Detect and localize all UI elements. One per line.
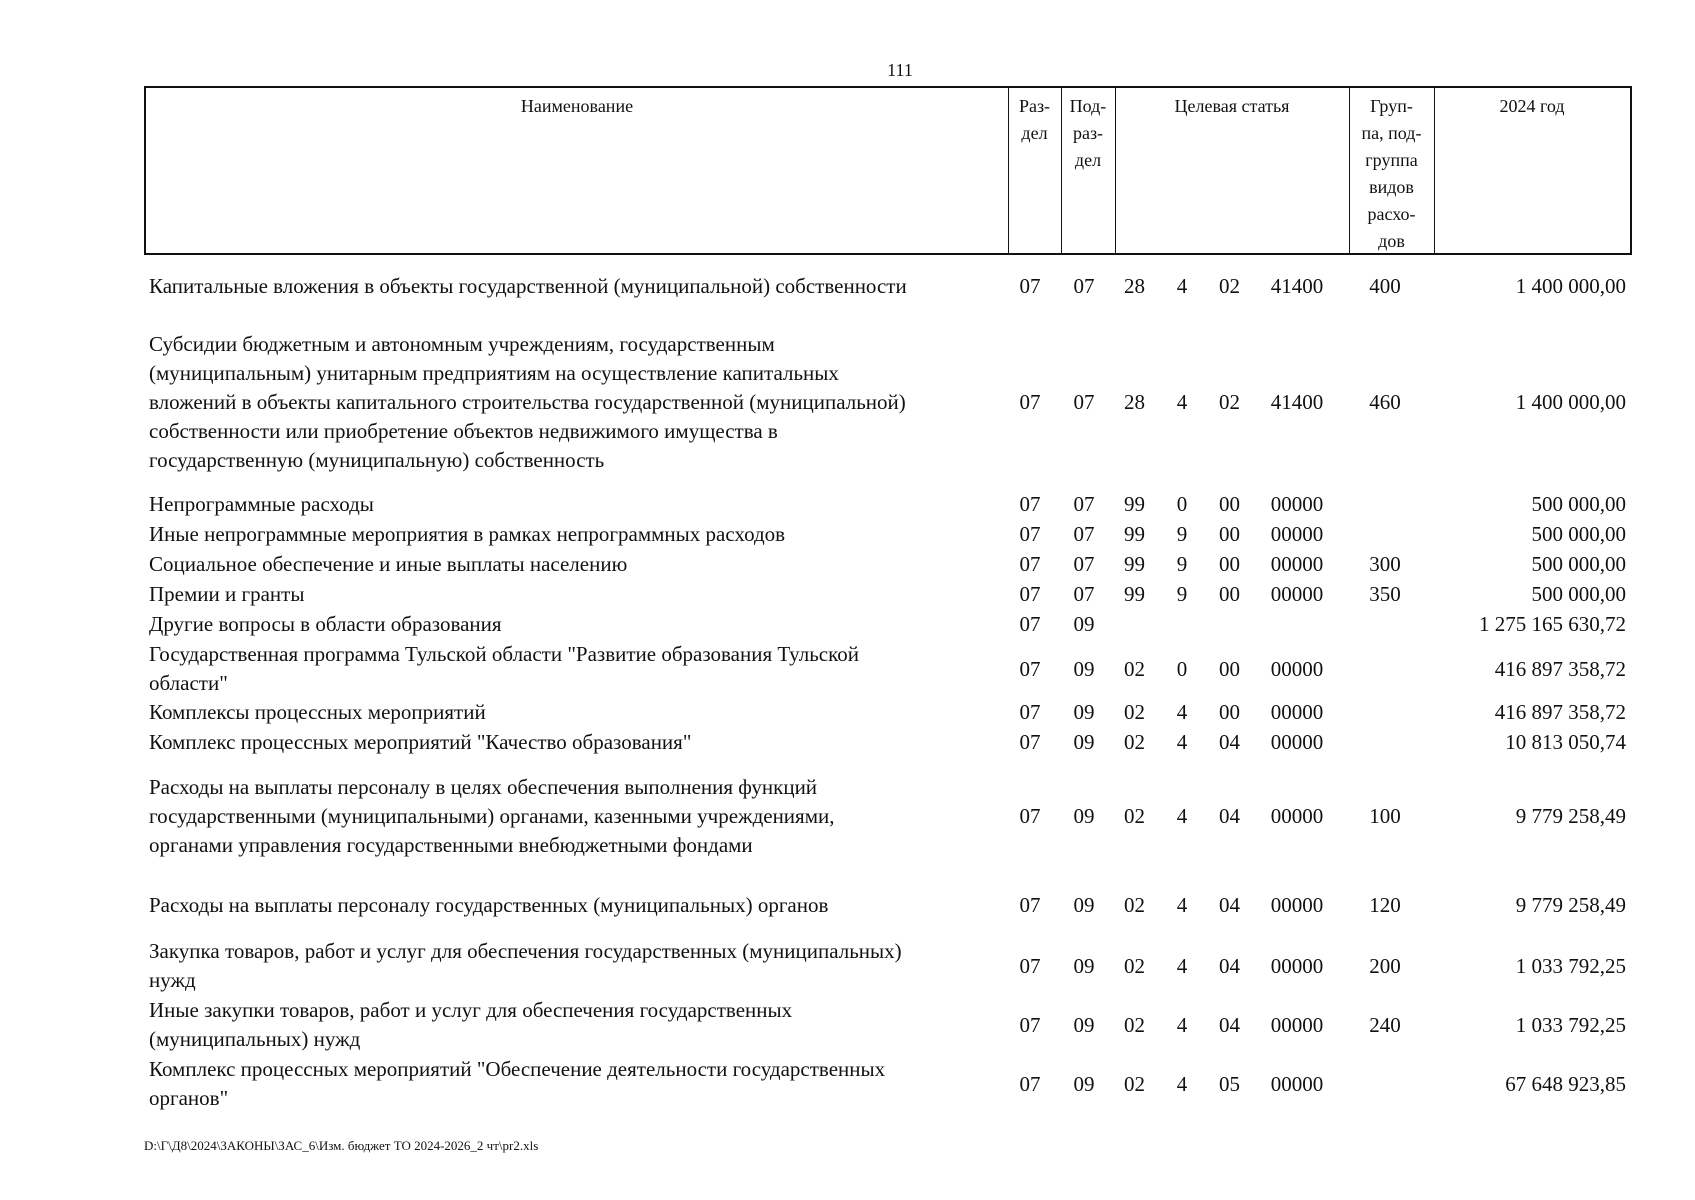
row-razdel: 07 [1019, 552, 1041, 576]
table-row [0, 610, 1695, 639]
table-row [0, 550, 1695, 579]
row-sum: 416 897 358,72 [1494, 700, 1626, 724]
header-group: Груп- па, под- группа видов расхо- дов [1361, 96, 1422, 251]
table-row [0, 773, 1695, 860]
row-podrazdel: 09 [1073, 1012, 1095, 1037]
row-sum: 1 400 000,00 [1515, 274, 1626, 298]
row-podrazdel: 09 [1073, 730, 1095, 754]
row-target-program: 02 [1124, 1071, 1145, 1096]
row-target-program: 02 [1124, 804, 1145, 828]
row-name: Социальное обеспечение и иные выплаты населению [149, 552, 628, 576]
row-expense-group: 240 [1369, 1012, 1401, 1037]
row-target-type: 9 [1176, 522, 1188, 546]
row-podrazdel: 09 [1073, 612, 1095, 636]
row-razdel: 07 [1019, 1012, 1041, 1037]
row-target-type: 4 [1176, 804, 1188, 828]
row-target-direction: 00000 [1270, 804, 1324, 828]
row-name: Иные закупки товаров, работ и услуг для обеспечения государственных (муниципальных) нужд [149, 998, 793, 1051]
row-expense-group: 100 [1369, 804, 1401, 828]
row-razdel: 07 [1019, 1071, 1041, 1096]
row-target-type: 4 [1176, 1071, 1188, 1096]
row-name: Комплексы процессных мероприятий [149, 700, 486, 724]
row-sum: 1 275 165 630,72 [1479, 612, 1626, 636]
row-target-subprogram: 00 [1219, 582, 1240, 606]
row-target-direction: 41400 [1270, 390, 1324, 414]
table-header [144, 86, 1632, 255]
row-target-program: 99 [1124, 552, 1145, 576]
row-razdel: 07 [1019, 804, 1041, 828]
row-name: Комплекс процессных мероприятий "Обеспечение деятельности государственных органов" [149, 1057, 886, 1110]
row-name: Комплекс процессных мероприятий "Качество образования" [149, 730, 692, 754]
row-sum: 500 000,00 [1531, 522, 1626, 546]
table-row [0, 937, 1695, 995]
row-name: Премии и гранты [149, 582, 305, 606]
row-sum: 416 897 358,72 [1494, 656, 1626, 681]
row-podrazdel: 09 [1073, 1071, 1095, 1096]
row-target-type: 0 [1176, 492, 1188, 516]
row-target-program: 99 [1124, 522, 1145, 546]
row-name: Другие вопросы в области образования [149, 612, 502, 636]
row-podrazdel: 07 [1073, 492, 1095, 516]
row-sum: 1 400 000,00 [1515, 390, 1626, 414]
row-expense-group: 200 [1369, 953, 1401, 978]
row-target-type: 4 [1176, 1012, 1188, 1037]
row-target-direction: 00000 [1270, 700, 1324, 724]
row-target-subprogram: 04 [1219, 1012, 1240, 1037]
row-target-direction: 00000 [1270, 656, 1324, 681]
row-expense-group: 350 [1369, 582, 1401, 606]
row-target-subprogram: 00 [1219, 700, 1240, 724]
row-podrazdel: 07 [1073, 390, 1095, 414]
row-target-program: 02 [1124, 656, 1145, 681]
row-razdel: 07 [1019, 274, 1041, 298]
row-target-type: 0 [1176, 656, 1188, 681]
table-row [0, 891, 1695, 920]
row-name: Расходы на выплаты персоналу государственных (муниципальных) органов [149, 893, 829, 917]
row-target-direction: 00000 [1270, 1012, 1324, 1037]
table-row [0, 1055, 1695, 1113]
row-podrazdel: 09 [1073, 656, 1095, 681]
table-row [0, 272, 1695, 301]
row-target-type: 4 [1176, 390, 1188, 414]
row-razdel: 07 [1019, 700, 1041, 724]
row-target-direction: 41400 [1270, 274, 1324, 298]
table-row [0, 330, 1695, 475]
row-name: Капитальные вложения в объекты государственной (муниципальной) собственности [149, 274, 907, 298]
row-podrazdel: 09 [1073, 804, 1095, 828]
row-razdel: 07 [1019, 730, 1041, 754]
row-target-type: 9 [1176, 582, 1188, 606]
row-target-direction: 00000 [1270, 730, 1324, 754]
row-target-subprogram: 00 [1219, 492, 1240, 516]
row-target-subprogram: 04 [1219, 730, 1240, 754]
row-target-direction: 00000 [1270, 492, 1324, 516]
row-target-direction: 00000 [1270, 953, 1324, 978]
row-target-type: 4 [1176, 953, 1188, 978]
row-expense-group: 400 [1369, 274, 1401, 298]
row-target-program: 28 [1124, 274, 1145, 298]
row-target-subprogram: 00 [1219, 552, 1240, 576]
row-razdel: 07 [1019, 582, 1041, 606]
row-sum: 10 813 050,74 [1505, 730, 1626, 754]
row-sum: 67 648 923,85 [1505, 1071, 1626, 1096]
row-podrazdel: 09 [1073, 953, 1095, 978]
row-expense-group: 120 [1369, 893, 1401, 917]
row-razdel: 07 [1019, 492, 1041, 516]
row-target-subprogram: 02 [1219, 390, 1240, 414]
row-podrazdel: 09 [1073, 893, 1095, 917]
row-target-program: 02 [1124, 893, 1145, 917]
row-target-program: 02 [1124, 730, 1145, 754]
row-target-direction: 00000 [1270, 582, 1324, 606]
row-target-type: 4 [1176, 893, 1188, 917]
table-row [0, 580, 1695, 609]
row-name: Государственная программа Тульской области "Развитие образования Тульской области" [149, 642, 859, 695]
row-sum: 1 033 792,25 [1515, 1012, 1626, 1037]
row-target-subprogram: 00 [1219, 656, 1240, 681]
header-name: Наименование [520, 96, 634, 116]
table-row [0, 728, 1695, 757]
row-podrazdel: 09 [1073, 700, 1095, 724]
row-target-subprogram: 00 [1219, 522, 1240, 546]
row-razdel: 07 [1019, 390, 1041, 414]
row-target-direction: 00000 [1270, 1071, 1324, 1096]
row-name: Закупка товаров, работ и услуг для обеспечения государственных (муниципальных) нужд [149, 939, 902, 992]
row-target-program: 99 [1124, 582, 1145, 606]
row-target-program: 02 [1124, 1012, 1145, 1037]
row-expense-group: 460 [1369, 390, 1401, 414]
row-target-type: 4 [1176, 274, 1188, 298]
row-razdel: 07 [1019, 612, 1041, 636]
row-target-direction: 00000 [1270, 522, 1324, 546]
row-target-type: 4 [1176, 730, 1188, 754]
row-target-program: 99 [1124, 492, 1145, 516]
row-podrazdel: 07 [1073, 522, 1095, 546]
header-podrazdel: Под- раз- дел [1069, 96, 1107, 170]
row-target-program: 02 [1124, 953, 1145, 978]
table-row [0, 640, 1695, 698]
row-razdel: 07 [1019, 656, 1041, 681]
row-target-subprogram: 04 [1219, 893, 1240, 917]
row-target-subprogram: 04 [1219, 953, 1240, 978]
row-podrazdel: 07 [1073, 582, 1095, 606]
row-target-subprogram: 05 [1219, 1071, 1240, 1096]
row-sum: 500 000,00 [1531, 582, 1626, 606]
file-path: D:\Г\Д8\2024\ЗАКОНЫ\ЗАС_6\Изм. бюджет ТО 2024-2026_2 чт\pr2.xls [144, 1138, 539, 1153]
row-sum: 500 000,00 [1531, 492, 1626, 516]
row-target-type: 9 [1176, 552, 1188, 576]
header-target: Целевая статья [1174, 96, 1290, 116]
row-podrazdel: 07 [1073, 552, 1095, 576]
table-row [0, 698, 1695, 727]
header-year: 2024 год [1499, 96, 1565, 116]
row-target-program: 28 [1124, 390, 1145, 414]
row-sum: 500 000,00 [1531, 552, 1626, 576]
row-name: Расходы на выплаты персоналу в целях обеспечения выполнения функций государственными (муниципальными) органами, казенными учреждениями, органами управления государственными внебюджетными фондами [149, 775, 835, 857]
row-target-direction: 00000 [1270, 893, 1324, 917]
row-razdel: 07 [1019, 893, 1041, 917]
row-name: Иные непрограммные мероприятия в рамках непрограммных расходов [149, 522, 786, 546]
row-target-program: 02 [1124, 700, 1145, 724]
table-row [0, 996, 1695, 1054]
row-name: Субсидии бюджетным и автономным учреждениям, государственным (муниципальным) унитарным предприятиям на осуществление капитальных вложений в объекты капитального строительства государственной (муниципальной) собственности или приобретение объектов недвижимого имущества в государственную (муниципальную) собственность [149, 332, 906, 472]
header-razdel: Раз- дел [1018, 96, 1051, 143]
row-sum: 9 779 258,49 [1515, 893, 1626, 917]
row-expense-group: 300 [1369, 552, 1401, 576]
row-podrazdel: 07 [1073, 274, 1095, 298]
row-razdel: 07 [1019, 953, 1041, 978]
table-row [0, 490, 1695, 519]
page-number: 111 [887, 60, 913, 80]
row-target-direction: 00000 [1270, 552, 1324, 576]
row-target-subprogram: 02 [1219, 274, 1240, 298]
row-sum: 9 779 258,49 [1515, 804, 1626, 828]
row-target-subprogram: 04 [1219, 804, 1240, 828]
row-sum: 1 033 792,25 [1515, 953, 1626, 978]
row-name: Непрограммные расходы [149, 492, 374, 516]
row-razdel: 07 [1019, 522, 1041, 546]
row-target-type: 4 [1176, 700, 1188, 724]
table-row [0, 520, 1695, 549]
